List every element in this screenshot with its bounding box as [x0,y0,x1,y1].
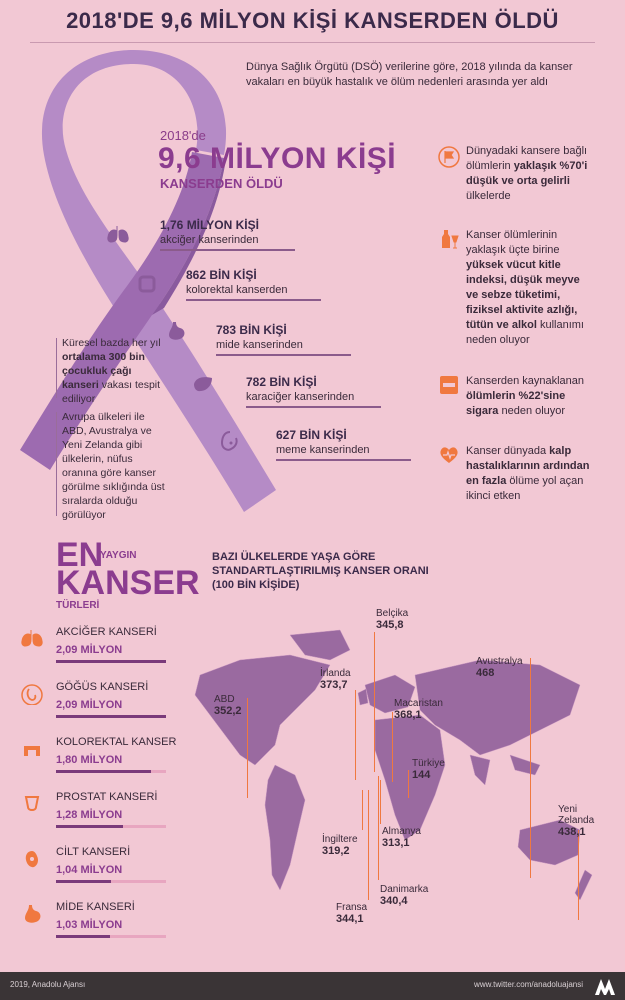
colon-icon [20,738,44,760]
page-title: 2018'DE 9,6 MİLYON KİŞİ KANSERDEN ÖLDÜ [66,8,559,33]
cancer-name: PROSTAT KANSERİ [56,791,158,803]
cancer-value: 2,09 MİLYON [56,699,123,711]
intro-text: Dünya Sağlık Örgütü (DSÖ) verilerine göre, 2018 yılında da kanser vakaları en büyük hastalık ve ölüm nedenleri arasında yer aldı [246,61,573,88]
prostate-icon [20,793,44,815]
country-pin [247,698,248,798]
footer [0,972,625,1000]
country-pin [392,712,393,782]
country-name: Belçika [376,608,409,619]
death-value: 782 BİN KİŞİ [246,375,317,389]
country-value: 468 [476,667,495,679]
fact-part: Kanser ölümlerinin yaklaşık üçte birine [466,229,560,256]
country-value: 313,1 [382,837,410,849]
country-pin [380,780,381,824]
fact-bold: ölümlerin %22'sine sigara [466,390,566,417]
country-name: Danimarka [380,884,429,895]
country-belgium [376,608,408,631]
country-new-zealand [558,804,608,838]
cancer-name: CİLT KANSERİ [56,846,131,858]
common-kanser: KANSER [56,564,200,602]
lung-icon [106,224,130,244]
cancer-value: 1,28 MİLYON [56,809,123,821]
fact-bold: yüksek vücut kitle indeksi, düşük meyve ve sebze tüketimi, fiziksel aktivite azlığı, tütün ve alkol [466,259,580,331]
fact-part: ölüme yol açan ikinci etken [466,475,584,502]
country-name: İrlanda [320,668,351,679]
death-bar [276,459,411,461]
cigarette-icon [438,374,460,396]
footer-credit: 2019, Anadolu Ajansı [10,980,86,989]
death-bar [246,406,381,408]
cancer-bar-fill [56,660,166,663]
cancer-bar-track [56,825,166,828]
cancer-bar-track [56,660,166,663]
cancer-name: AKCİĞER KANSERİ [56,626,157,638]
death-value: 862 BİN KİŞİ [186,268,257,282]
heart-icon [438,444,460,466]
breast-icon [20,683,44,705]
fact-part: ülkelerde [466,190,511,202]
cancer-bar-fill [56,880,111,883]
cancer-bar-fill [56,715,166,718]
country-name: Türkiye [412,758,445,769]
death-bar [160,249,295,251]
breast-icon [220,430,240,452]
common-turleri: TÜRLERİ [56,600,100,611]
fact-bold: yaklaşık %70'i düşük ve orta gelirli [466,160,588,187]
country-name: Almanya [382,826,421,837]
cancer-bar-track [56,715,166,718]
death-label: kolorektal kanserden [186,284,288,296]
country-value: 340,4 [380,895,408,907]
death-stat [160,218,295,251]
country-france [336,902,367,925]
aa-logo-icon [593,975,617,997]
cancer-value: 1,04 MİLYON [56,864,123,876]
cancer-name: MİDE KANSERİ [56,901,135,913]
country-value: 319,2 [322,845,350,857]
note-divider [56,412,57,516]
country-australia [476,656,523,679]
fact-part: Dünyadaki kansere bağlı ölümlerin [466,145,588,172]
colon-icon [138,275,156,293]
cancer-bar-track [56,770,166,773]
country-name: ABD [214,694,235,705]
country-pin [578,830,579,920]
fact-text [466,444,591,504]
common-yaygin: YAYGIN [100,550,137,561]
country-england [322,834,358,857]
note-text: vakası tespit ediliyor [62,379,161,405]
death-label: akciğer kanserinden [160,234,259,246]
common-en: EN [56,536,104,574]
headline-sub: KANSERDEN ÖLDÜ [160,176,283,191]
liver-icon [192,374,214,394]
death-value: 783 BİN KİŞİ [216,323,287,337]
cancer-value: 1,80 MİLYON [56,754,123,766]
cancer-bar-fill [56,935,110,938]
death-stat [246,375,381,408]
country-pin [374,632,375,772]
cancer-name: GÖĞÜS KANSERİ [56,681,149,693]
country-usa [214,694,242,717]
death-bar [186,299,321,301]
europe-note: Avrupa ülkeleri ile ABD, Avustralya ve Yeni Zelanda gibi ülkelerin, nüfus oranına göre kanser görülme sıklığında üst sıralarda olduğu görülüyor [62,411,165,521]
fact-part: Kanserden kaynaklanan [466,375,585,387]
country-pin [378,776,379,880]
country-name: İngiltere [322,834,358,845]
bottle-icon [438,228,460,250]
country-name: Macaristan [394,698,443,709]
country-name: Fransa [336,902,368,913]
cancer-value: 2,09 MİLYON [56,644,123,656]
country-value: 352,2 [214,705,242,717]
fact-text [466,144,591,204]
note-divider [56,338,57,398]
country-value: 144 [412,769,431,781]
note-text: Küresel bazda her yıl [62,337,161,349]
headline-year: 2018'de [160,128,206,143]
lung-icon [20,628,44,650]
country-hungary [394,698,443,721]
death-value: 627 BİN KİŞİ [276,428,347,442]
country-value: 368,1 [394,709,422,721]
country-value: 345,8 [376,619,404,631]
country-pin [408,770,409,798]
country-value: 438,1 [558,826,586,838]
stomach-icon [20,903,44,925]
death-stat [276,428,411,461]
fact-bold: kalp hastalıklarının ardından en fazla [466,445,590,487]
child-cancer-note [62,336,162,406]
cancer-bar-track [56,880,166,883]
death-label: mide kanserinden [216,339,303,351]
fact-part: kullanımı neden oluyor [466,319,584,346]
headline-big: 9,6 MİLYON KİŞİ [158,142,397,175]
country-value: 344,1 [336,913,364,925]
country-denmark [380,884,428,907]
stomach-icon [165,320,187,342]
skin-icon [20,848,44,870]
death-stat [216,323,351,356]
country-pin [530,658,531,878]
title-divider [30,42,595,43]
country-pin [355,690,356,780]
note-bold: ortalama 300 bin çocukluk çağı kanseri [62,351,145,391]
cancer-bar-track [56,935,166,938]
death-label: karaciğer kanserinden [246,391,355,403]
country-ireland [320,668,351,691]
death-bar [216,354,351,356]
fact-part: neden oluyor [498,405,566,417]
cancer-value: 1,03 MİLYON [56,919,123,931]
flag-icon [438,146,460,168]
death-label: meme kanserinden [276,444,370,456]
country-germany [382,826,421,849]
footer-twitter-link[interactable]: www.twitter.com/anadoluajansi [474,980,583,989]
cancer-bar-fill [56,770,151,773]
country-pin [362,790,363,830]
cancer-name: KOLOREKTAL KANSER [56,736,177,748]
fact-text [466,228,591,348]
country-turkey [412,758,445,781]
fact-text [466,374,591,419]
death-stat [186,268,321,301]
country-name: Avustralya [476,656,523,667]
death-value: 1,76 MİLYON KİŞİ [160,218,259,232]
fact-part: Kanser dünyada [466,445,550,457]
country-pin [368,790,369,900]
cancer-bar-fill [56,825,123,828]
map-title: BAZI ÜLKELERDE YAŞA GÖRE STANDARTLAŞTIRILMIŞ KANSER ORANI (100 BİN KİŞİDE) [212,551,429,591]
country-name: Yeni Zelanda [558,804,595,826]
country-value: 373,7 [320,679,348,691]
